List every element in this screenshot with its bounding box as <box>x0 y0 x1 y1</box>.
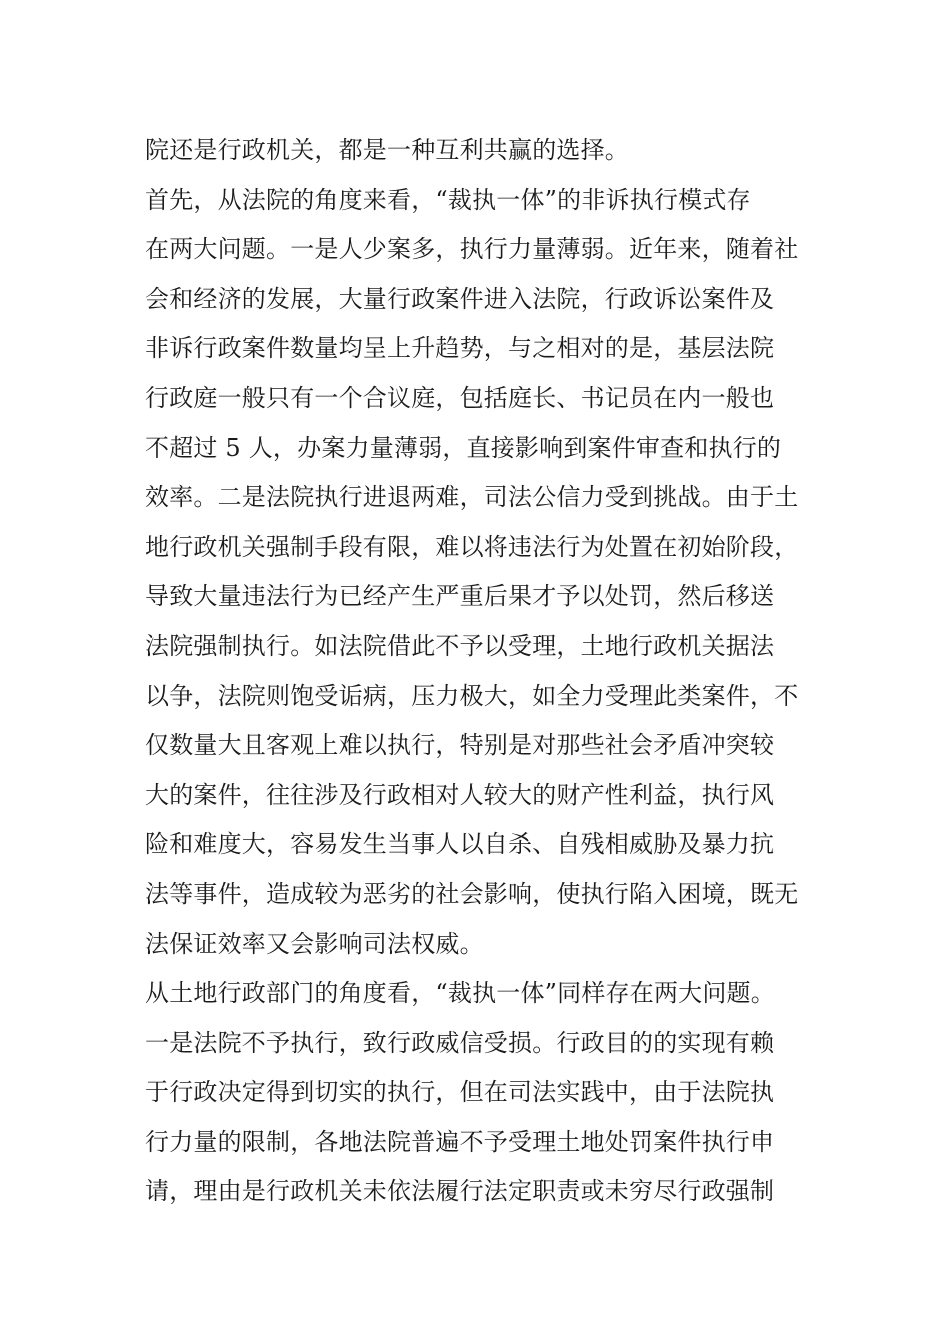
text-line: 请，理由是行政机关未依法履行法定职责或未穷尽行政强制 <box>145 1177 775 1206</box>
text-line: 效率。二是法院执行进退两难，司法公信力受到挑战。由于土 <box>145 483 799 512</box>
text-line: 非诉行政案件数量均呈上升趋势，与之相对的是，基层法院 <box>145 334 775 363</box>
text-line: 导致大量违法行为已经产生严重后果才予以处罚，然后移送 <box>145 582 775 611</box>
body-text <box>145 131 835 1222</box>
text-line: 于行政决定得到切实的执行，但在司法实践中，由于法院执 <box>145 1078 775 1107</box>
text-line: 首先，从法院的角度来看，“裁执一体”的非诉执行模式存 <box>145 185 751 214</box>
text-line: 地行政机关强制手段有限，难以将违法行为处置在初始阶段， <box>145 532 799 561</box>
text-line: 行力量的限制，各地法院普遍不予受理土地处罚案件执行申 <box>145 1127 775 1156</box>
text-line: 法院强制执行。如法院借此不予以受理，土地行政机关据法 <box>145 631 775 660</box>
text-line: 险和难度大，容易发生当事人以自杀、自残相威胁及暴力抗 <box>145 830 775 859</box>
text-line: 法保证效率又会影响司法权威。 <box>145 929 484 958</box>
text-line: 大的案件，往往涉及行政相对人较大的财产性利益，执行风 <box>145 780 775 809</box>
text-line: 院还是行政机关，都是一种互利共赢的选择。 <box>145 136 629 164</box>
text-line: 行政庭一般只有一个合议庭，包括庭长、书记员在内一般也 <box>145 383 775 412</box>
text-line: 在两大问题。一是人少案多，执行力量薄弱。近年来，随着社 <box>145 235 799 264</box>
text-line: 法等事件，造成较为恶劣的社会影响，使执行陷入困境，既无 <box>145 879 799 908</box>
text-line: 从土地行政部门的角度看，“裁执一体”同样存在两大问题。 <box>145 979 775 1008</box>
text-line: 不超过 5 人，办案力量薄弱，直接影响到案件审查和执行的 <box>145 433 782 462</box>
text-line: 仅数量大且客观上难以执行，特别是对那些社会矛盾冲突较 <box>145 731 775 760</box>
text-line: 一是法院不予执行，致行政威信受损。行政目的的实现有赖 <box>145 1028 775 1057</box>
text-line: 以争，法院则饱受诟病，压力极大，如全力受理此类案件，不 <box>145 681 799 710</box>
text-line: 会和经济的发展，大量行政案件进入法院，行政诉讼案件及 <box>145 284 775 313</box>
